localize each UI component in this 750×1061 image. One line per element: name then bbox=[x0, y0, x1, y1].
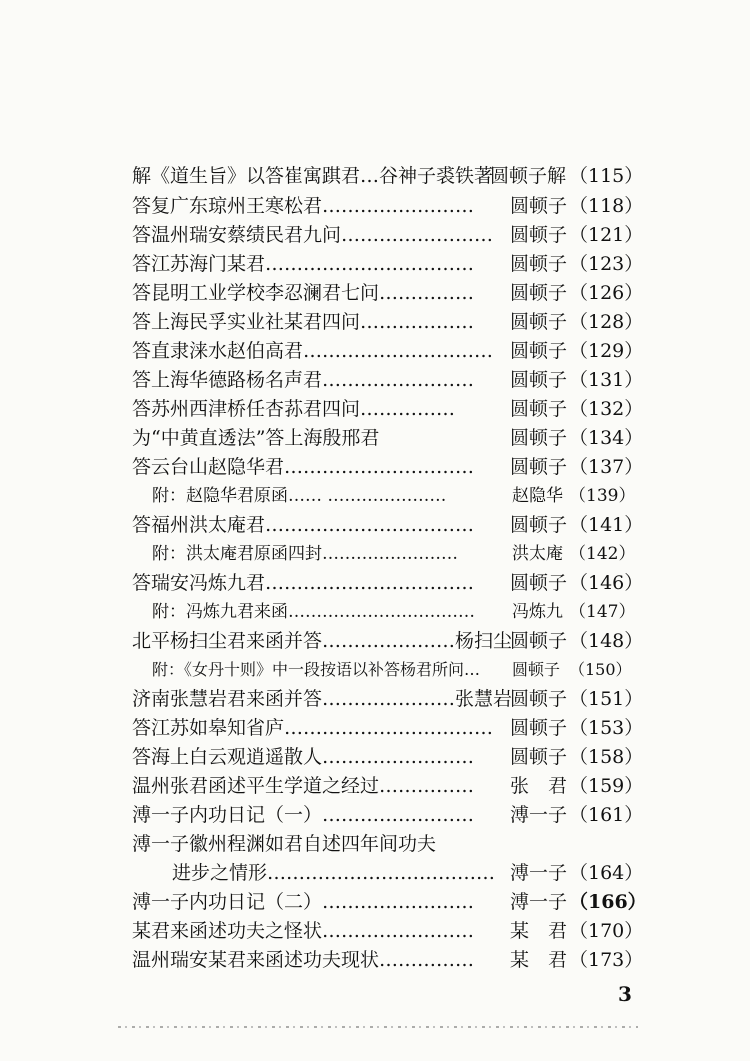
entry-author: 溥一子 bbox=[510, 862, 568, 884]
entry-title: 溥一子内功日记（二）…………………… bbox=[132, 891, 475, 913]
entry-title: 溥一子内功日记（一）…………………… bbox=[132, 804, 475, 826]
entry-title: 答江苏如皋知省庐…………………………… bbox=[132, 717, 494, 739]
entry-author: 圆顿子 bbox=[510, 282, 568, 304]
entry-page: （151） bbox=[569, 688, 644, 710]
entry-title: 附：赵隐华君原函…… ………………… bbox=[152, 486, 447, 506]
entry-title: 为“中黄直透法”答上海殷邢君 bbox=[132, 427, 380, 449]
entry-page: （141） bbox=[569, 514, 644, 536]
entry-author: 张 君 bbox=[510, 775, 568, 797]
entry-title: 答云台山赵隐华君………………………… bbox=[132, 456, 475, 478]
entry-title: 进步之情形……………………………… bbox=[172, 862, 496, 884]
entry-page: （159） bbox=[569, 775, 644, 797]
entry-page: （129） bbox=[569, 340, 644, 362]
entry-title: 答江苏海门某君…………………………… bbox=[132, 253, 475, 275]
entry-page: （142） bbox=[569, 544, 636, 564]
entry-page: （118） bbox=[569, 195, 644, 217]
entry-title: 答上海华德路杨名声君…………………… bbox=[132, 369, 475, 391]
entry-author: 圆顿子 bbox=[510, 427, 568, 449]
entry-title: 附：洪太庵君原函四封…………………… bbox=[152, 544, 458, 564]
entry-page: （153） bbox=[569, 717, 644, 739]
entry-title: 答温州瑞安蔡绩民君九问…………………… bbox=[132, 224, 494, 246]
entry-author: 圆顿子 bbox=[510, 340, 568, 362]
entry-author: 某 君 bbox=[510, 949, 568, 971]
entry-page: （123） bbox=[569, 253, 644, 275]
entry-author: 圆顿子 bbox=[510, 369, 568, 391]
entry-title: 答上海民孚实业社某君四问……………… bbox=[132, 311, 475, 333]
entry-page: （161） bbox=[569, 804, 644, 826]
page-number: 3 bbox=[618, 982, 632, 1006]
entry-title: 北平杨扫尘君来函并答…………………杨扫尘 bbox=[132, 630, 513, 652]
entry-page: （146） bbox=[569, 572, 644, 594]
entry-page: （148） bbox=[569, 630, 644, 652]
entry-title: 答海上白云观逍遥散人…………………… bbox=[132, 746, 475, 768]
entry-page: （158） bbox=[569, 746, 644, 768]
entry-author: 圆顿子 bbox=[510, 717, 568, 739]
entry-author: 圆顿子 bbox=[510, 224, 568, 246]
entry-author: 圆顿子 bbox=[510, 253, 568, 275]
scan-artifact-line bbox=[118, 1026, 638, 1028]
entry-author: 冯炼九 bbox=[512, 602, 563, 622]
entry-page: （170） bbox=[569, 920, 644, 942]
entry-author: 某 君 bbox=[510, 920, 568, 942]
entry-author: 溥一子 bbox=[510, 804, 568, 826]
entry-title: 温州瑞安某君来函述功夫现状…………… bbox=[132, 949, 475, 971]
entry-page: （137） bbox=[569, 456, 644, 478]
entry-author: 溥一子 bbox=[510, 891, 568, 913]
entry-author: 圆顿子 bbox=[510, 514, 568, 536]
entry-author: 赵隐华 bbox=[512, 486, 563, 506]
entry-author: 圆顿子 bbox=[510, 195, 568, 217]
entry-author: 圆顿子 bbox=[510, 688, 568, 710]
entry-author: 圆顿子 bbox=[510, 398, 568, 420]
entry-title: 济南张慧岩君来函并答…………………张慧岩 bbox=[132, 688, 513, 710]
entry-page: （150） bbox=[569, 660, 632, 679]
entry-title: 答直隶涞水赵伯高君………………………… bbox=[132, 340, 494, 362]
entry-title: 某君来函述功夫之怪状…………………… bbox=[132, 920, 475, 942]
entry-title: 答瑞安冯炼九君…………………………… bbox=[132, 572, 475, 594]
entry-page: （173） bbox=[569, 949, 644, 971]
entry-author: 圆顿子解 bbox=[490, 165, 567, 187]
entry-author: 圆顿子 bbox=[510, 311, 568, 333]
entry-title: 溥一子徽州程渊如君自述四年间功夫 bbox=[132, 833, 437, 855]
entry-author: 圆顿子 bbox=[510, 746, 568, 768]
entry-title: 解《道生旨》以答崔寓踑君…谷神子裘铁著 bbox=[132, 165, 494, 187]
entry-author: 圆顿子 bbox=[510, 630, 568, 652]
entry-author: 洪太庵 bbox=[512, 544, 563, 564]
entry-page: （147） bbox=[569, 602, 636, 622]
entry-title: 答昆明工业学校李忍澜君七问…………… bbox=[132, 282, 475, 304]
entry-page: （121） bbox=[569, 224, 644, 246]
entry-page: （128） bbox=[569, 311, 644, 333]
entry-page: （115） bbox=[569, 165, 644, 187]
entry-title: 温州张君函述平生学道之经过…………… bbox=[132, 775, 475, 797]
entry-page: （166） bbox=[569, 891, 647, 913]
entry-title: 附：冯炼九君来函…………………………… bbox=[152, 602, 475, 622]
entry-author: 圆顿子 bbox=[512, 660, 561, 679]
entry-title: 答复广东琼州王寒松君…………………… bbox=[132, 195, 475, 217]
entry-page: （126） bbox=[569, 282, 644, 304]
entry-author: 圆顿子 bbox=[510, 572, 568, 594]
entry-page: （139） bbox=[569, 486, 636, 506]
entry-page: （164） bbox=[569, 862, 644, 884]
entry-title: 答苏州西津桥任杏荪君四问…………… bbox=[132, 398, 456, 420]
entry-page: （131） bbox=[569, 369, 644, 391]
entry-page: （134） bbox=[569, 427, 644, 449]
entry-title: 答福州洪太庵君…………………………… bbox=[132, 514, 475, 536]
entry-title: 附：《女丹十则》中一段按语以补答杨君所问… bbox=[152, 660, 481, 679]
entry-author: 圆顿子 bbox=[510, 456, 568, 478]
entry-page: （132） bbox=[569, 398, 644, 420]
